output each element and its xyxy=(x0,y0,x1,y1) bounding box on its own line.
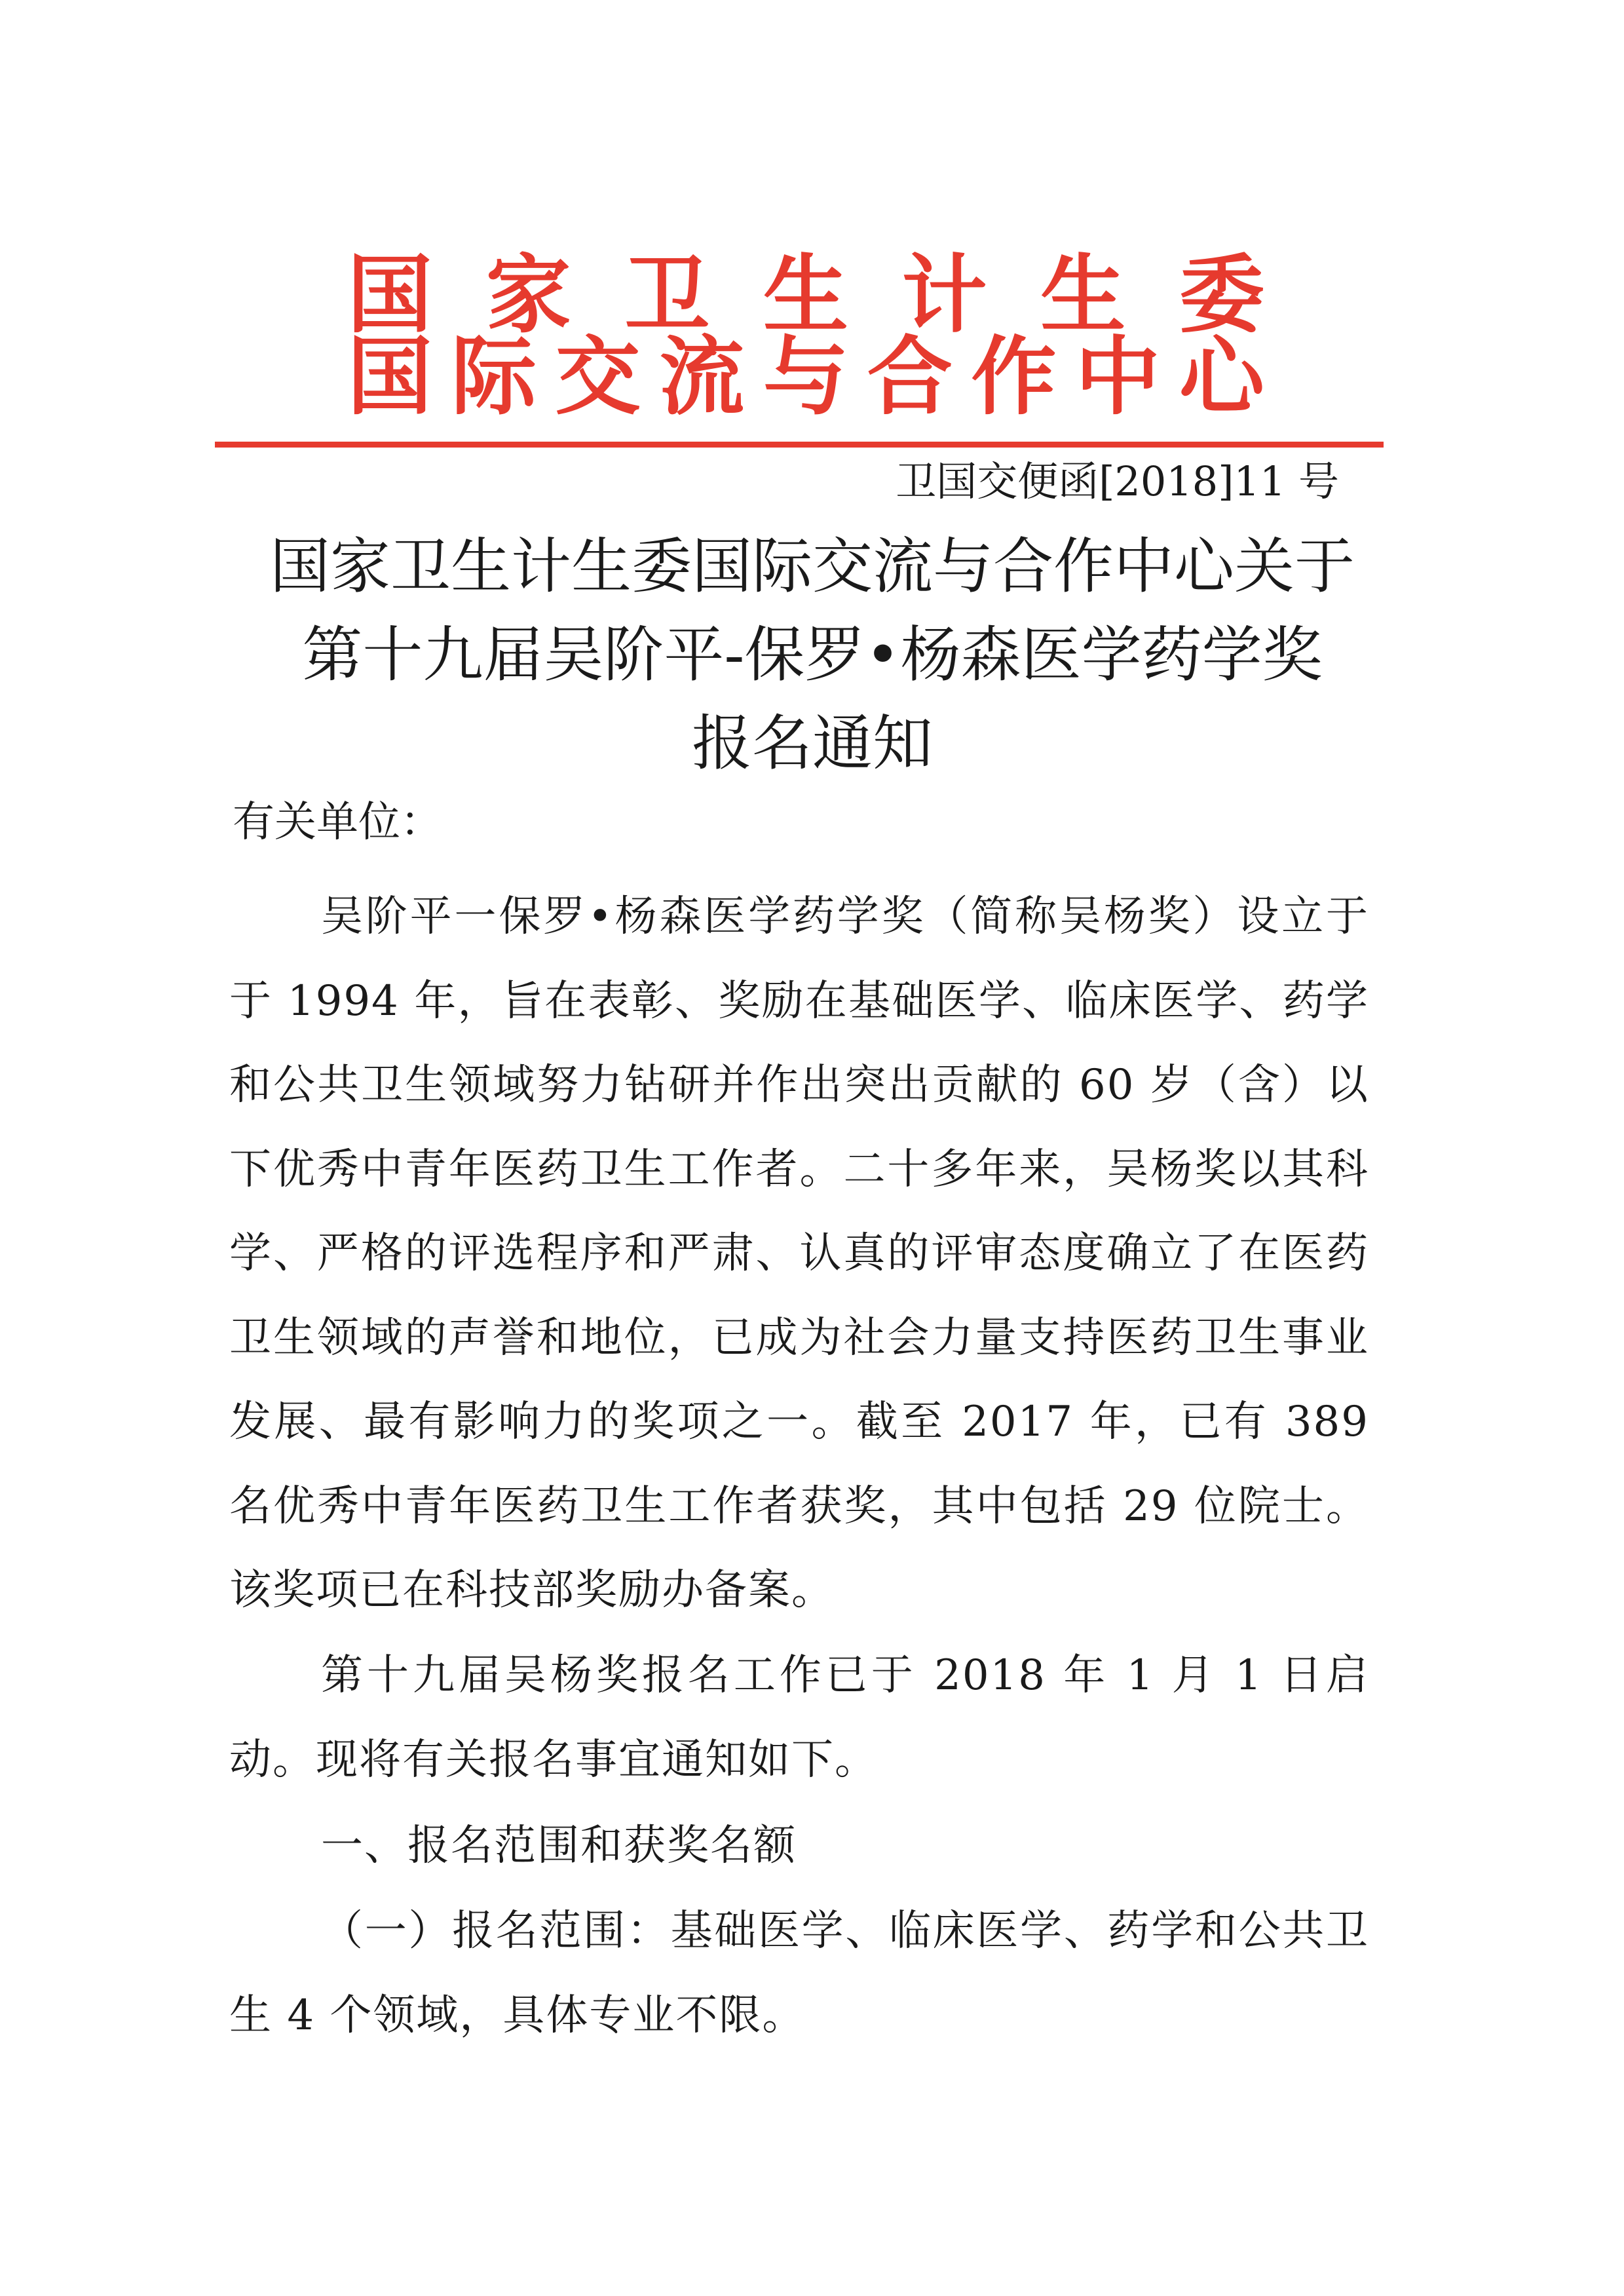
letterhead-char: 卫 xyxy=(624,244,710,345)
document-number: 卫国交便函[2018]11 号 xyxy=(896,457,1339,505)
subsection-paragraph: （一）报名范围：基础医学、临床医学、药学和公共卫生 4 个领域，具体专业不限。 xyxy=(229,1907,1369,2040)
letterhead-char: 生 xyxy=(763,244,848,345)
section-heading: 一、报名范围和获奖名额 xyxy=(321,1822,797,1870)
document-title-line-3: 报名通知 xyxy=(691,708,933,778)
letterhead-char: 家 xyxy=(485,244,571,345)
salutation: 有关单位： xyxy=(233,798,442,847)
letterhead-char: 际 xyxy=(451,326,537,427)
body-paragraph-launch: 第十九届吴杨奖报名工作已于 2018 年 1 月 1 日启动。现将有关报名事宜通知如下。 xyxy=(229,1651,1369,1784)
body-paragraph-intro: 吴阶平一保罗•杨森医学药学奖（简称吴杨奖）设立于于 1994 年，旨在表彰、奖励在基础医学、临床医学、药学和公共卫生领域努力钻研并作出突出贡献的 60 岁（含）以下优秀中青年医药卫生工作者。二十多年来，吴杨奖以其科学、严格的评选程序和严肃、认真的评审态度确立了在医药卫生领域的声誉和地位，已成为社会力量支持医药卫生事业发展、最有影响力的奖项之一。截至 2017 年，已有 389 名优秀中青年医药卫生工作者获奖，其中包括 29 位院士。该奖项已在科技部奖励办备案。 xyxy=(229,892,1369,1615)
document-title-line-2: 第十九届吴阶平-保罗•杨森医学药学奖 xyxy=(302,620,1323,690)
letterhead-char: 国 xyxy=(347,244,432,345)
letterhead-char: 中 xyxy=(1075,326,1161,427)
document-title-line-1: 国家卫生计生委国际交流与合作中心关于 xyxy=(269,531,1355,602)
letterhead-char: 与 xyxy=(763,326,848,427)
letterhead-char: 生 xyxy=(1040,244,1126,345)
letterhead-char: 委 xyxy=(1179,244,1264,345)
letterhead-char: 国 xyxy=(347,326,432,427)
letterhead-char: 计 xyxy=(901,244,987,345)
letterhead-char: 流 xyxy=(659,326,745,427)
letterhead-line-2 xyxy=(341,328,1271,426)
letterhead-char: 交 xyxy=(555,326,641,427)
letterhead-char: 作 xyxy=(971,326,1057,427)
letterhead-char: 心 xyxy=(1179,326,1264,427)
letterhead-char: 合 xyxy=(867,326,953,427)
letterhead-divider xyxy=(215,442,1384,448)
